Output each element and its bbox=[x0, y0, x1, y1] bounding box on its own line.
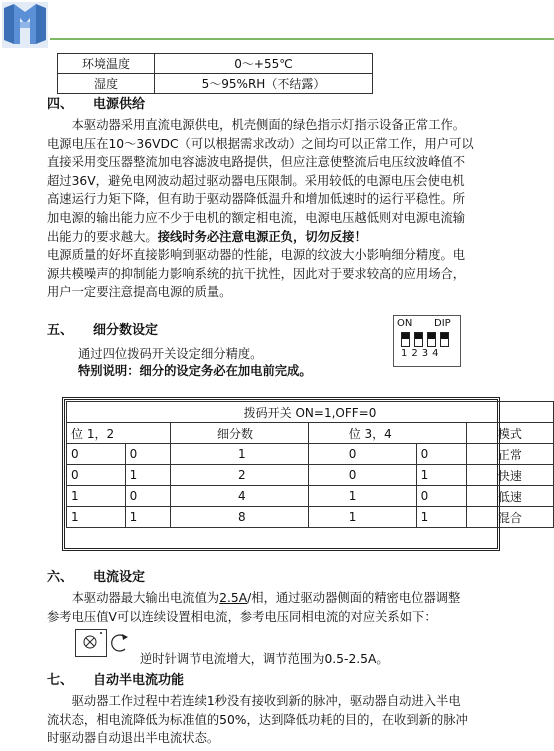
section-5-note: 特别说明：细分的设定务必在加电前完成。 bbox=[78, 364, 312, 378]
table-cell: 0 bbox=[308, 465, 416, 486]
text-line: 时驱动器自动退出半电流状态。 bbox=[47, 731, 220, 746]
dip-label: DIP bbox=[434, 318, 451, 329]
potentiometer-icon bbox=[75, 629, 131, 659]
text-line: 加电源的输出能力应不少于电机的额定相电流，电源电压越低则对电源电流输 bbox=[47, 210, 466, 225]
column-header: 位 1，2 bbox=[67, 423, 171, 444]
text-span: /相，通过驱动器侧面的精密电位器调整 bbox=[247, 591, 461, 605]
text-line: 参考电压值V可以连续设置相电流，参考电压同相电流的对应关系如下： bbox=[47, 609, 437, 624]
section-title: 自动半电流功能 bbox=[93, 673, 185, 688]
section-number: 五、 bbox=[47, 323, 74, 338]
text-line: 电源电压在10～36VDC（可以根据需求改动）之间均可以正常工作，用户可以 bbox=[47, 136, 474, 151]
text-span: 本驱动器最大输出电流值为 bbox=[71, 591, 220, 605]
table-header-row bbox=[67, 402, 554, 423]
environment-table bbox=[57, 53, 373, 94]
table-cell: 4 bbox=[171, 486, 309, 507]
table-cell: 0 bbox=[416, 486, 466, 507]
dip-switch-2 bbox=[414, 332, 423, 347]
section-7-heading bbox=[47, 669, 184, 688]
text-span: 出能力的要求越大。 bbox=[47, 229, 158, 244]
text-line: 高速运行力矩下降，但有助于驱动器降低温升和增加低速时的运行平稳性。所 bbox=[47, 192, 466, 207]
section-title: 电源供给 bbox=[93, 97, 146, 112]
section-number: 七、 bbox=[47, 673, 74, 688]
table-row bbox=[67, 444, 554, 465]
column-header: 细分数 bbox=[171, 423, 309, 444]
table-cell: 1 bbox=[125, 465, 170, 486]
section-6-heading bbox=[47, 566, 145, 585]
table-cell: 1 bbox=[67, 486, 126, 507]
table-header: 拨码开关 ON=1,OFF=0 bbox=[67, 402, 554, 423]
table-cell: 0 bbox=[416, 444, 466, 465]
table-cell: 0 bbox=[67, 444, 126, 465]
table-cell: 正常 bbox=[466, 444, 553, 465]
header-rule bbox=[50, 38, 554, 40]
table-cell: 1 bbox=[308, 486, 416, 507]
table-cell: 混合 bbox=[466, 507, 553, 528]
current-value: 2.5A bbox=[219, 591, 248, 605]
section-6-body bbox=[47, 589, 523, 626]
knob-caption: 逆时针调节电流增大，调节范围为0.5-2.5A。 bbox=[140, 652, 389, 666]
dip-switch-1 bbox=[401, 332, 410, 347]
table-cell: 0 bbox=[125, 486, 170, 507]
section-5-line: 通过四位拨码开关设定细分精度。 bbox=[78, 347, 263, 361]
dip-numbers: 1234 bbox=[401, 348, 443, 359]
section-title: 细分数设定 bbox=[93, 323, 159, 338]
table-cell: 1 bbox=[416, 507, 466, 528]
table-cell: 1 bbox=[67, 507, 126, 528]
dip-switch-3 bbox=[427, 332, 436, 347]
table-cell: 8 bbox=[171, 507, 309, 528]
table-cell: 1 bbox=[308, 507, 416, 528]
table-cell: 2 bbox=[171, 465, 309, 486]
table-column-row bbox=[67, 423, 554, 444]
text-line bbox=[47, 589, 523, 608]
dip-on-label: ON bbox=[397, 318, 413, 329]
table-cell: 快速 bbox=[466, 465, 553, 486]
table-cell: 1 bbox=[171, 444, 309, 465]
table-row bbox=[67, 486, 554, 507]
table-row bbox=[58, 54, 373, 74]
text-line: 超过36V，避免电网波动超过驱动器电压限制。采用较低的电源电压会使电机 bbox=[47, 173, 465, 188]
table-cell: 1 bbox=[416, 465, 466, 486]
table-cell: 低速 bbox=[466, 486, 553, 507]
column-header: 位 3，4 bbox=[308, 423, 466, 444]
warning-text: 接线时务必注意电源正负，切勿反接！ bbox=[157, 229, 367, 244]
section-number: 四、 bbox=[47, 97, 74, 112]
table-cell: 5～95%RH（不结露） bbox=[155, 74, 373, 94]
table-row bbox=[67, 465, 554, 486]
table-cell: 0～+55℃ bbox=[155, 54, 373, 74]
text-line: 直接采用变压器整流加电容滤波电路提供，但应注意使整流后电压纹波峰值不 bbox=[47, 155, 466, 170]
text-line: 用户一定要注意提高电源的质量。 bbox=[47, 285, 232, 300]
text-line: 驱动器工作过程中若连续1秒没有接收到新的脉冲，驱动器自动进入半电 bbox=[71, 694, 461, 708]
table-row bbox=[58, 74, 373, 94]
table-cell: 湿度 bbox=[58, 74, 155, 94]
microstep-table bbox=[66, 401, 554, 528]
potentiometer-diagram bbox=[75, 625, 131, 661]
text-line: 源共模噪声的抑制能力影响系统的抗干扰性，因此对于要求较高的应用场合， bbox=[47, 266, 466, 281]
column-header: 模式 bbox=[466, 423, 553, 444]
table-cell: 1 bbox=[125, 507, 170, 528]
table-row bbox=[67, 507, 554, 528]
dip-switch-diagram bbox=[393, 315, 461, 367]
text-line: 电源质量的好坏直接影响到驱动器的性能，电源的纹波大小影响细分精度。电 bbox=[47, 248, 466, 263]
section-title: 电流设定 bbox=[93, 570, 146, 585]
company-logo bbox=[0, 0, 50, 50]
section-4-heading bbox=[47, 93, 145, 112]
section-5-heading bbox=[47, 319, 158, 338]
section-4-body bbox=[47, 116, 523, 302]
table-cell: 0 bbox=[67, 465, 126, 486]
text-line: 本驱动器采用直流电源供电，机壳侧面的绿色指示灯指示设备正常工作。 bbox=[71, 118, 466, 132]
dip-switch-4 bbox=[440, 332, 449, 347]
section-number: 六、 bbox=[47, 570, 74, 585]
table-cell: 环境温度 bbox=[58, 54, 155, 74]
text-line: 流状态，相电流降低为标准值的50%，达到降低功耗的目的，在收到新的脉冲 bbox=[47, 712, 468, 727]
table-cell: 0 bbox=[125, 444, 170, 465]
table-cell: 0 bbox=[308, 444, 416, 465]
section-7-body bbox=[47, 692, 523, 748]
text-line bbox=[47, 228, 523, 247]
